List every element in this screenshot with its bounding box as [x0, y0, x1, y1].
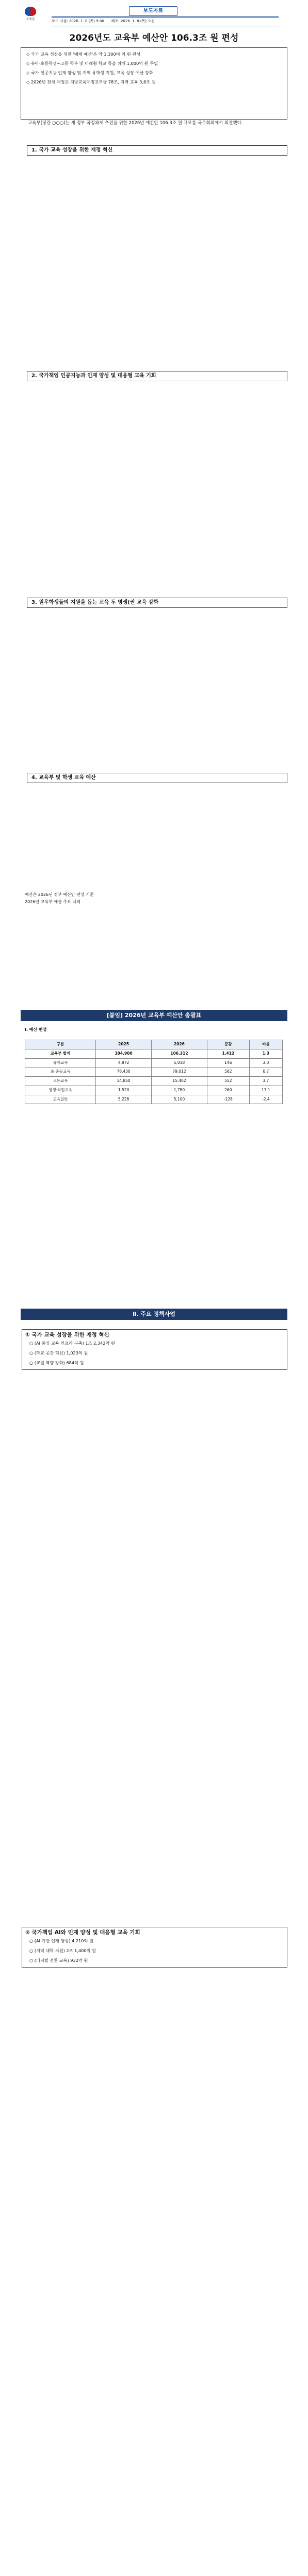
policy-group-title: ② 국가책임 AI와 인재 양성 및 대응형 교육 기회 [25, 1929, 140, 1936]
release-meta [52, 16, 279, 26]
policy-item: ○ (교원 역량 강화) 684억 원 [29, 1360, 84, 1365]
intro-text [24, 120, 284, 130]
distribution-time: 배포: 2026. 1. 8.(목) 오전 [111, 19, 155, 23]
section-heading-3: 3. 원우학생들의 지원을 돕는 교육 두 명생(권 교육 강화 [27, 598, 287, 608]
budget-table: 구분 2025 2026 증감 비율 교육부 합계 104,900 106,312 1,412 1.3 유아교육 4,872 5,018 146 3.0 초·중등교육 78,430 79,012 582 0.7 고등교육 14,850 15,402 552 3.7 평생·직업교육 1,520 1,780 260 17.1 교육일반 5,228 5,100 -128 -2.4 [25, 1040, 283, 1104]
table-cell: 교육일반 [25, 1095, 96, 1104]
table-row [25, 1058, 283, 1067]
budget-bar: [붙임] 2026년 교육부 예산안 총괄표 [21, 1010, 287, 1021]
table-cell: 17.1 [249, 1086, 282, 1095]
table-cell: 1.3 [249, 1049, 282, 1058]
policy-group [22, 1927, 287, 1968]
table-cell: 104,900 [96, 1049, 152, 1058]
table-cell: 3.7 [249, 1077, 282, 1086]
table-row [25, 1049, 283, 1058]
table-row [25, 1086, 283, 1095]
section-heading-1: 1. 국가 교육 성장을 위한 재정 혁신 [27, 145, 287, 156]
summary-box [21, 47, 287, 120]
notes: 예산은 2026년 정부 예산안 편성 기준 2026년 교육부 예산 주요 내역 [25, 892, 94, 904]
table-cell: 5,100 [152, 1095, 207, 1104]
policy-item: ○ (AI 중심 교육 인프라 구축) 1조 2,342억 원 [29, 1341, 115, 1346]
table-cell: 79,012 [152, 1067, 207, 1077]
table-cell: 4,872 [96, 1058, 152, 1067]
table-cell: 1,780 [152, 1086, 207, 1095]
table-cell: 552 [207, 1077, 249, 1086]
table-cell: 3.0 [249, 1058, 282, 1067]
summary-line: ◇ 유아·초등학생~고등 학부 및 미래형 학교 등을 위해 1,000억 원 투입 [26, 60, 158, 66]
table-cell: 5,018 [152, 1058, 207, 1067]
budget-heading: Ⅰ. 예산 편성 [25, 1027, 47, 1032]
table-cell: 260 [207, 1086, 249, 1095]
org-name: 교육부 [26, 18, 35, 21]
header [21, 4, 287, 27]
table-cell: 교육부 합계 [25, 1049, 96, 1058]
policy-item: ○ (학교 공간 혁신) 1,023억 원 [29, 1350, 88, 1355]
ministry-logo [21, 5, 40, 25]
table-cell: 1,520 [96, 1086, 152, 1095]
table-row [25, 1067, 283, 1077]
table-cell: 1,412 [207, 1049, 249, 1058]
section-heading-4: 4. 교육부 및 학생 교육 예산 [27, 773, 287, 783]
table-cell: 15,402 [152, 1077, 207, 1086]
table-row [25, 1095, 283, 1104]
table-cell: 초·중등교육 [25, 1067, 96, 1077]
policy-item: ○ (디지털 전환 교육) 932억 원 [29, 1957, 88, 1963]
summary-line: ◇ 국가 교육 성장을 위한 '예체 예산'은 약 1,300여 억 원 편성 [26, 52, 141, 57]
table-cell: -128 [207, 1095, 249, 1104]
table-cell: 고등교육 [25, 1077, 96, 1086]
policy-bar: Ⅱ. 주요 정책사업 [21, 1309, 287, 1320]
summary-line: ◇ 2026년 전체 재정은 지방교육재정교부금 78조, 지역 교육 3,6조 등 [26, 79, 156, 84]
table-row [25, 1077, 283, 1086]
table-cell: 78,430 [96, 1067, 152, 1077]
table-cell: 5,228 [96, 1095, 152, 1104]
page-title: 2026년도 교육부 예산안 106.3조 원 편성 [69, 33, 239, 43]
table-cell: 146 [207, 1058, 249, 1067]
release-time: 보도 시점: 2026. 1. 8.(목) 9:00 [52, 19, 104, 23]
table-cell: 582 [207, 1067, 249, 1077]
table-cell: -2.4 [249, 1095, 282, 1104]
section-heading-2: 2. 국가책임 인공지능과 인재 양성 및 대응형 교육 기회 [27, 371, 287, 381]
table-cell: 0.7 [249, 1067, 282, 1077]
summary-line: ◇ 국가 인공지능 인재 양성 및 지역 유학생 지원, 교육 성장 예산 강화 [26, 70, 153, 75]
policy-group [22, 1329, 287, 1370]
taegeuk-icon [25, 7, 36, 16]
table-cell: 유아교육 [25, 1058, 96, 1067]
intro-paragraph: 교육부(장관 ○○○)는 새 정부 국정과제 추진을 위한 2026년 예산안 106.3조 원 규모를 국무회의에서 의결했다. [28, 121, 243, 126]
policy-group-title: ① 국가 교육 성장을 위한 재정 혁신 [25, 1332, 109, 1338]
table-cell: 14,850 [96, 1077, 152, 1086]
policy-item: ○ (지역 대학 지원) 2조 1,400억 원 [29, 1947, 96, 1953]
table-cell: 106,312 [152, 1049, 207, 1058]
policy-item: ○ (AI 기반 인재 양성) 4,210억 원 [29, 1938, 93, 1943]
release-badge: 보도자료 [129, 6, 177, 16]
table-cell: 평생·직업교육 [25, 1086, 96, 1095]
